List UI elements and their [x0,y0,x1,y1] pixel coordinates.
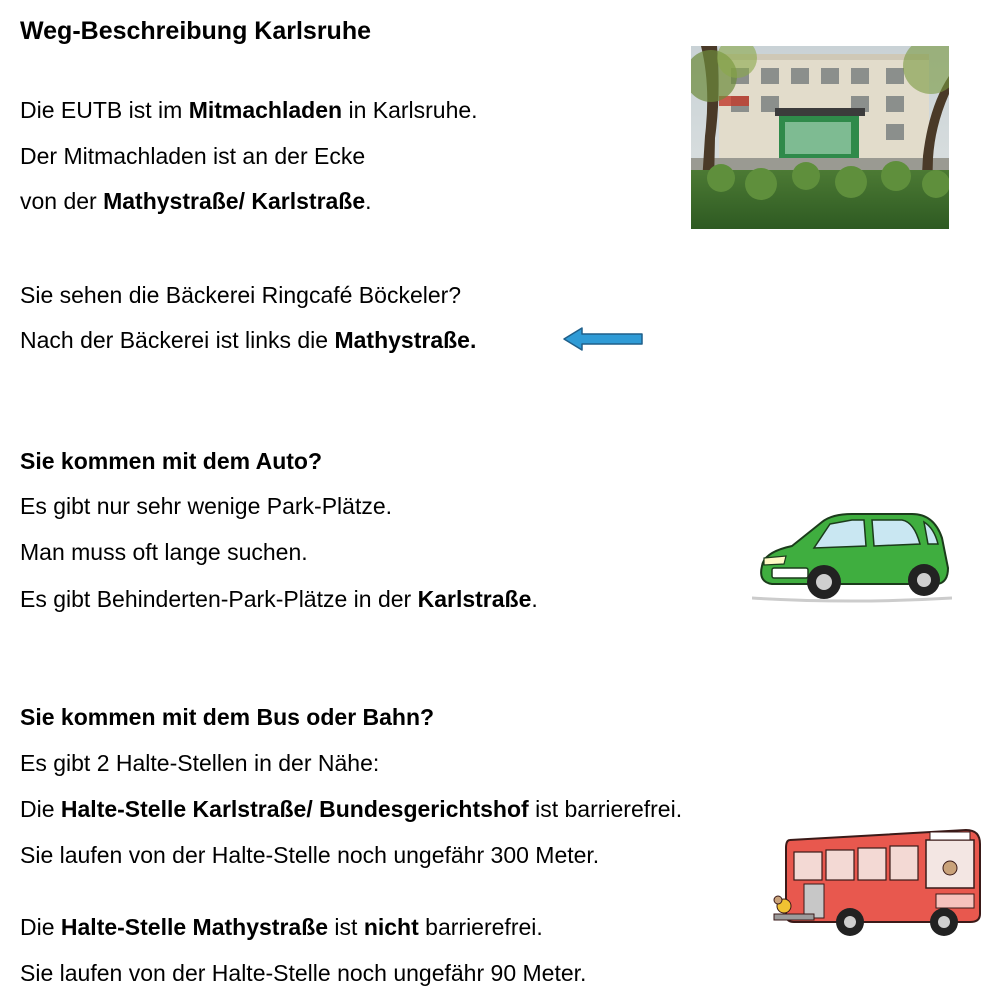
transit-line-3: Sie laufen von der Halte-Stelle noch ungefähr 300 Meter. [20,842,600,868]
car-heading: Sie kommen mit dem Auto? [20,448,323,474]
transit-line-4: Die Halte-Stelle Mathystraße ist nicht barrierefrei. [20,914,543,940]
transit-heading: Sie kommen mit dem Bus oder Bahn? [20,704,435,730]
intro-line-1: Die EUTB ist im Mitmachladen in Karlsruhe. [20,97,478,123]
car-line-3: Es gibt Behinderten-Park-Plätze in der Karlstraße. [20,586,538,612]
car-line-1: Es gibt nur sehr wenige Park-Plätze. [20,493,393,519]
car-icon [752,508,952,606]
building-photo [691,46,949,229]
transit-line-2: Die Halte-Stelle Karlstraße/ Bundesgerichtshof ist barrierefrei. [20,796,683,822]
car-line-2: Man muss oft lange suchen. [20,539,308,565]
transit-line-1: Es gibt 2 Halte-Stellen in der Nähe: [20,750,380,776]
bus-icon [770,826,984,940]
page-title: Weg-Beschreibung Karlsruhe [20,17,372,45]
transit-line-5: Sie laufen von der Halte-Stelle noch ungefähr 90 Meter. [20,960,587,986]
intro-line-2: Der Mitmachladen ist an der Ecke [20,143,366,169]
bakery-line-2: Nach der Bäckerei ist links die Mathystraße. [20,327,477,353]
left-arrow-icon [562,326,644,352]
bakery-line-1: Sie sehen die Bäckerei Ringcafé Böckeler? [20,282,462,308]
intro-line-3: von der Mathystraße/ Karlstraße. [20,188,372,214]
